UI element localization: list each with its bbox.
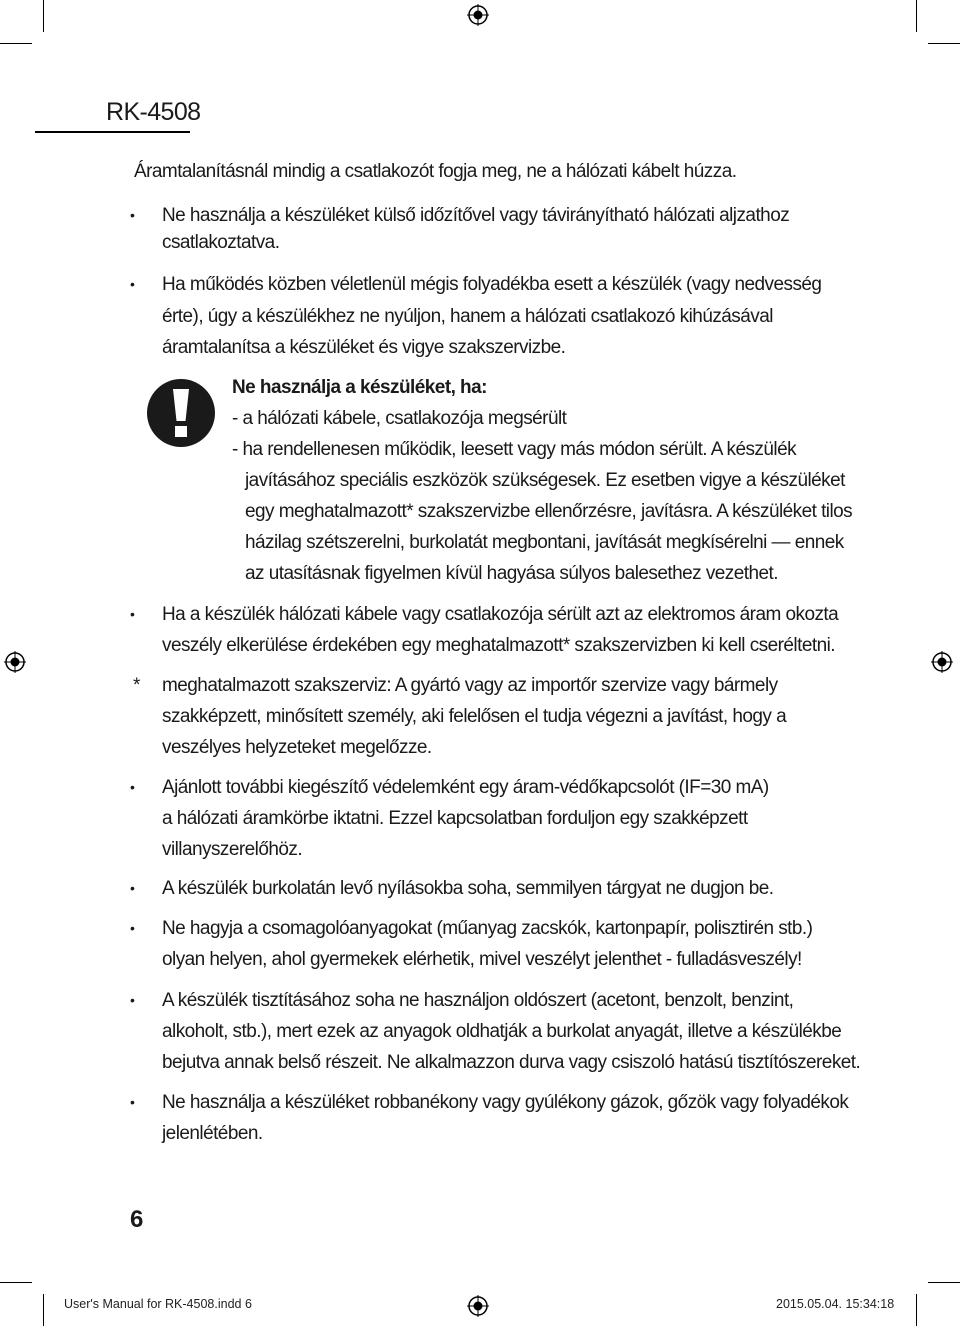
crop-mark xyxy=(43,0,44,32)
crop-mark xyxy=(916,1294,917,1326)
bullet-line: áramtalanítsa a készüléket és vigye szakszervizbe. xyxy=(162,337,566,358)
registration-mark-icon xyxy=(4,651,26,673)
bullet: • xyxy=(130,992,135,1008)
bullet-line: érte), úgy a készülékhez ne nyúljon, hanem a hálózati csatlakozó kihúzásával xyxy=(162,306,773,327)
registration-mark-icon xyxy=(467,4,489,26)
bullet-line: csatlakoztatva. xyxy=(162,232,280,253)
note-line: meghatalmazott szakszerviz: A gyártó vagy az importőr szervize vagy bármely xyxy=(162,675,778,696)
crop-mark xyxy=(928,1282,960,1283)
note-marker: * xyxy=(133,675,140,696)
bullet: • xyxy=(130,779,135,795)
warning-line: - a hálózati kábele, csatlakozója megsérült xyxy=(232,408,567,429)
crop-mark xyxy=(43,1294,44,1326)
registration-mark-icon xyxy=(467,1295,489,1317)
crop-mark xyxy=(0,1282,32,1283)
bullet: • xyxy=(130,606,135,622)
bullet-line: a hálózati áramkörbe iktatni. Ezzel kapcsolatban forduljon egy szakképzett xyxy=(162,808,748,829)
bullet-line: alkoholt, stb.), mert ezek az anyagok oldhatják a burkolat anyagát, illetve a készülékbe xyxy=(162,1021,842,1042)
bullet-line: Ajánlott további kiegészítő védelemként egy áram-védőkapcsolót (IF=30 mA) xyxy=(162,777,769,798)
bullet: • xyxy=(130,880,135,896)
warning-line: - ha rendellenesen működik, leesett vagy más módon sérült. A készülék xyxy=(232,439,797,460)
registration-mark-icon xyxy=(931,651,953,673)
footer-file: User's Manual for RK-4508.indd 6 xyxy=(64,1297,252,1311)
crop-mark xyxy=(0,43,32,44)
bullet-line: Ne használja a készüléket robbanékony vagy gyúlékony gázok, gőzök vagy folyadékok xyxy=(162,1092,849,1113)
bullet-line: olyan helyen, ahol gyermekek elérhetik, mivel veszélyt jelenthet - fulladásveszély! xyxy=(162,949,802,970)
bullet: • xyxy=(130,1094,135,1110)
warning-line: házilag szétszerelni, burkolatát megbontani, javítását megkísérelni — ennek xyxy=(245,532,844,553)
bullet-line: A készülék tisztításához soha ne használjon oldószert (acetont, benzolt, benzint, xyxy=(162,990,794,1011)
bullet-line: veszély elkerülése érdekében egy meghatalmazott* szakszervizben ki kell cseréltetni. xyxy=(162,635,835,656)
warning-line: javításához speciális eszközök szükségesek. Ez esetben vigye a készüléket xyxy=(245,470,845,491)
note-line: szakképzett, minősített személy, aki felelősen el tudja végezni a javítást, hogy a xyxy=(162,706,787,727)
bullet-line: A készülék burkolatán levő nyílásokba soha, semmilyen tárgyat ne dugjon be. xyxy=(162,878,774,899)
footer-date: 2015.05.04. 15:34:18 xyxy=(776,1297,895,1311)
note-line: veszélyes helyzeteket megelőzze. xyxy=(162,737,432,758)
bullet-line: Ne használja a készüléket külső időzítővel vagy távirányítható hálózati aljzathoz xyxy=(162,205,790,226)
warning-line: az utasításnak figyelmen kívül hagyása súlyos balesethez vezethet. xyxy=(245,563,778,584)
crop-mark xyxy=(916,0,917,32)
header-rule xyxy=(35,131,190,133)
bullet: • xyxy=(130,920,135,936)
model-name: RK-4508 xyxy=(106,98,201,126)
exclamation-icon xyxy=(146,378,216,448)
warning-line: egy meghatalmazott* szakszervizbe ellenőrzésre, javításra. A készüléket tilos xyxy=(245,501,853,522)
bullet-line: jelenlétében. xyxy=(162,1123,263,1144)
bullet-line: villanyszerelőhöz. xyxy=(162,839,303,860)
crop-mark xyxy=(928,43,960,44)
bullet-line: bejutva annak belső részeit. Ne alkalmazzon durva vagy csiszoló hatású tisztítószereket. xyxy=(162,1052,861,1073)
bullet: • xyxy=(130,276,135,292)
warning-title: Ne használja a készüléket, ha: xyxy=(232,377,487,398)
bullet-line: Ha működés közben véletlenül mégis folyadékba esett a készülék (vagy nedvesség xyxy=(162,274,822,295)
intro-text: Áramtalanításnál mindig a csatlakozót fogja meg, ne a hálózati kábelt húzza. xyxy=(134,161,737,182)
bullet-line: Ne hagyja a csomagolóanyagokat (műanyag zacskók, kartonpapír, polisztirén stb.) xyxy=(162,918,813,939)
page-number: 6 xyxy=(130,1206,144,1233)
bullet-line: Ha a készülék hálózati kábele vagy csatlakozója sérült azt az elektromos áram okozta xyxy=(162,604,839,625)
bullet: • xyxy=(130,207,135,223)
